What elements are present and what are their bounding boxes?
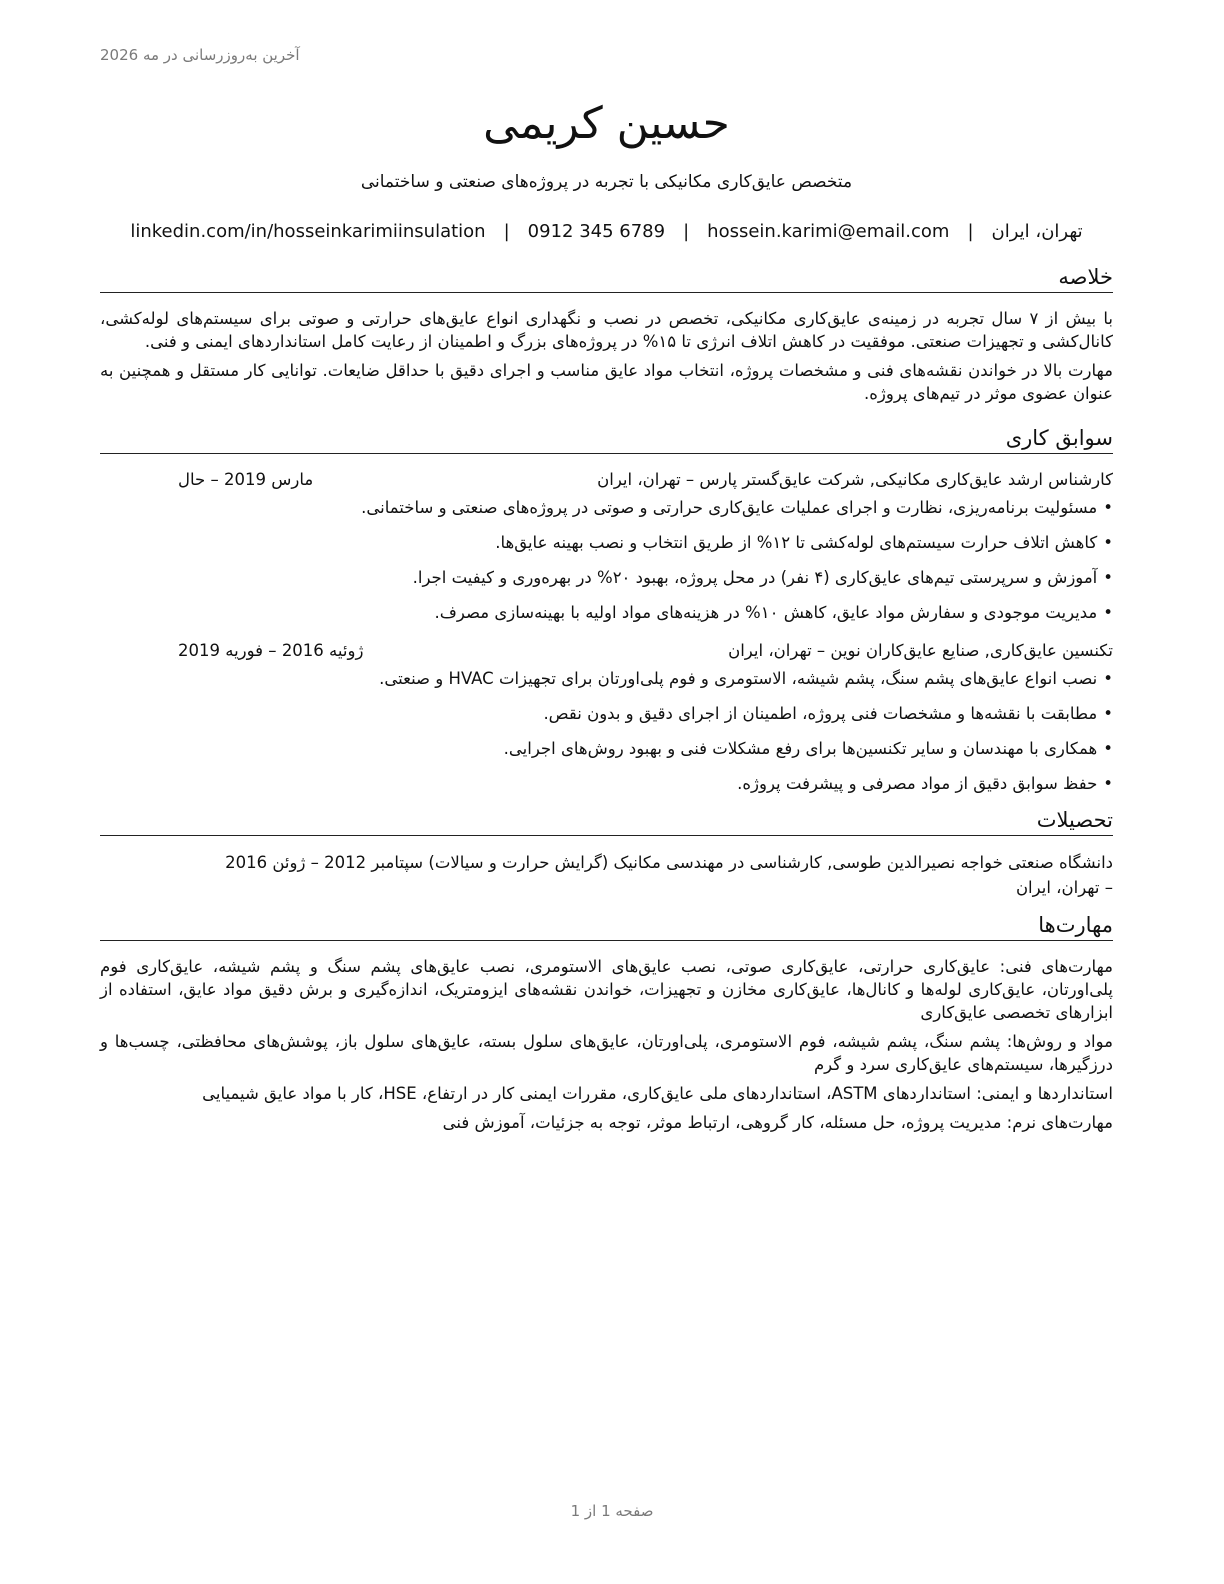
job-bullet: • مسئولیت برنامه‌ریزی، نظارت و اجرای عملیات عایق‌کاری حرارتی و صوتی در پروژه‌های صنعتی و ساختمانی.	[100, 496, 1113, 520]
summary-section	[100, 264, 1113, 405]
job-bullets	[100, 667, 1113, 796]
skills-title: مهارت‌ها	[100, 912, 1113, 941]
skills-technical: مهارت‌های فنی: عایق‌کاری حرارتی، عایق‌کاری صوتی، نصب عایق‌های الاستومری، نصب عایق‌های پشم سنگ و پشم شیشه، عایق‌کاری فوم پلی‌اورتان، عایق‌کاری لوله‌ها و کانال‌ها، عایق‌کاری مخازن و تجهیزات، خواندن نقشه‌های ایزومتریک، اندازه‌گیری و برش دقیق مواد عایق، استفاده از ابزارهای تخصصی عایق‌کاری	[100, 957, 1113, 1022]
experience-section	[100, 425, 1113, 796]
job-dates: مارس 2019 – حال	[178, 470, 314, 489]
education-line-1: دانشگاه صنعتی خواجه نصیرالدین طوسی, کارشناسی در مهندسی مکانیک (گرایش حرارت و سیالات) سپتامبر 2012 – ژوئن 2016	[225, 853, 1113, 872]
contact-separator: |	[967, 221, 974, 242]
experience-title: سوابق کاری	[100, 425, 1113, 454]
job-bullet: • مطابقت با نقشه‌ها و مشخصات فنی پروژه، اطمینان از اجرای دقیق و بدون نقص.	[100, 702, 1113, 726]
summary-paragraph-1: با بیش از ۷ سال تجربه در زمینه‌ی عایق‌کاری مکانیکی، تخصص در نصب و نگهداری انواع عایق‌های حرارتی و صوتی برای سیستم‌های لوله‌کشی، کانال‌کشی و تجهیزات صنعتی. موفقیت در کاهش اتلاف انرژی تا ۱۵% در پروژه‌های بزرگ و اطمینان از رعایت کامل استانداردهای ایمنی و فنی.	[100, 309, 1114, 351]
job-bullet: • آموزش و سرپرستی تیم‌های عایق‌کاری (۴ نفر) در محل پروژه، بهبود ۲۰% در بهره‌وری و کیفیت اجرا.	[100, 566, 1113, 590]
job-heading: تکنسین عایق‌کاری, صنایع عایق‌کاران نوین – تهران، ایران	[728, 641, 1113, 660]
education-section	[100, 807, 1113, 900]
summary-paragraph-2: مهارت بالا در خواندن نقشه‌های فنی و مشخصات پروژه، انتخاب مواد عایق مناسب و اجرای دقیق با حداقل ضایعات. توانایی کار مستقل و همچنین به عنوان عضوی موثر در تیم‌های پروژه.	[100, 361, 1113, 403]
education-line-2: – تهران، ایران	[1015, 878, 1113, 897]
skills-section	[100, 912, 1113, 1134]
contact-separator: |	[683, 221, 690, 242]
job-entry	[100, 639, 1113, 796]
education-entry	[100, 850, 1113, 900]
contact-line	[100, 220, 1113, 244]
skills-soft: مهارت‌های نرم: مدیریت پروژه، حل مسئله، کار گروهی، ارتباط موثر، توجه به جزئیات، آموزش فنی	[442, 1113, 1113, 1132]
job-bullet: • کاهش اتلاف حرارت سیستم‌های لوله‌کشی تا ۱۲% از طریق انتخاب و نصب بهینه عایق‌ها.	[100, 531, 1113, 555]
job-dates: ژوئیه 2016 – فوریه 2019	[178, 641, 364, 660]
skills-standards: استانداردها و ایمنی: استانداردهای ASTM، استانداردهای ملی عایق‌کاری، مقررات ایمنی کار در ارتفاع، HSE، کار با مواد عایق شیمیایی	[202, 1084, 1113, 1103]
contact-location: تهران، ایران	[991, 221, 1083, 242]
resume-page	[100, 0, 1113, 1134]
contact-separator: |	[503, 221, 510, 242]
education-title: تحصیلات	[100, 807, 1113, 836]
job-bullet: • همکاری با مهندسان و سایر تکنسین‌ها برای رفع مشکلات فنی و بهبود روش‌های اجرایی.	[100, 737, 1113, 761]
skills-materials: مواد و روش‌ها: پشم سنگ، پشم شیشه، فوم الاستومری، پلی‌اورتان، عایق‌های سلول بسته، عایق‌های سلول باز، پوشش‌های محافظتی، چسب‌ها و درزگیرها، سیستم‌های عایق‌کاری سرد و گرم	[100, 1032, 1113, 1074]
job-entry	[100, 468, 1113, 625]
job-heading: کارشناس ارشد عایق‌کاری مکانیکی, شرکت عایق‌گستر پارس – تهران، ایران	[597, 470, 1113, 489]
candidate-tagline: متخصص عایق‌کاری مکانیکی با تجربه در پروژه‌های صنعتی و ساختمانی	[360, 172, 853, 192]
job-bullet: • نصب انواع عایق‌های پشم سنگ، پشم شیشه، الاستومری و فوم پلی‌اورتان برای تجهیزات HVAC و صنعتی.	[100, 667, 1113, 691]
contact-email[interactable]: hossein.karimi@email.com	[707, 221, 950, 242]
job-bullets	[100, 496, 1113, 625]
summary-title: خلاصه	[100, 264, 1113, 293]
last-updated-note: آخرین به‌روزرسانی در مه 2026	[100, 46, 300, 64]
page-number-footer: صفحه 1 از 1	[570, 1502, 654, 1520]
job-header	[100, 468, 1113, 492]
job-bullet: • مدیریت موجودی و سفارش مواد عایق، کاهش ۱۰% در هزینه‌های مواد اولیه با بهینه‌سازی مصرف.	[100, 601, 1113, 625]
contact-phone[interactable]: 0912 345 6789	[527, 221, 666, 242]
job-header	[100, 639, 1113, 663]
contact-linkedin[interactable]: linkedin.com/in/hosseinkarimiinsulation	[130, 221, 486, 242]
job-bullet: • حفظ سوابق دقیق از مواد مصرفی و پیشرفت پروژه.	[100, 772, 1113, 796]
candidate-name: حسین کریمی	[483, 98, 730, 149]
